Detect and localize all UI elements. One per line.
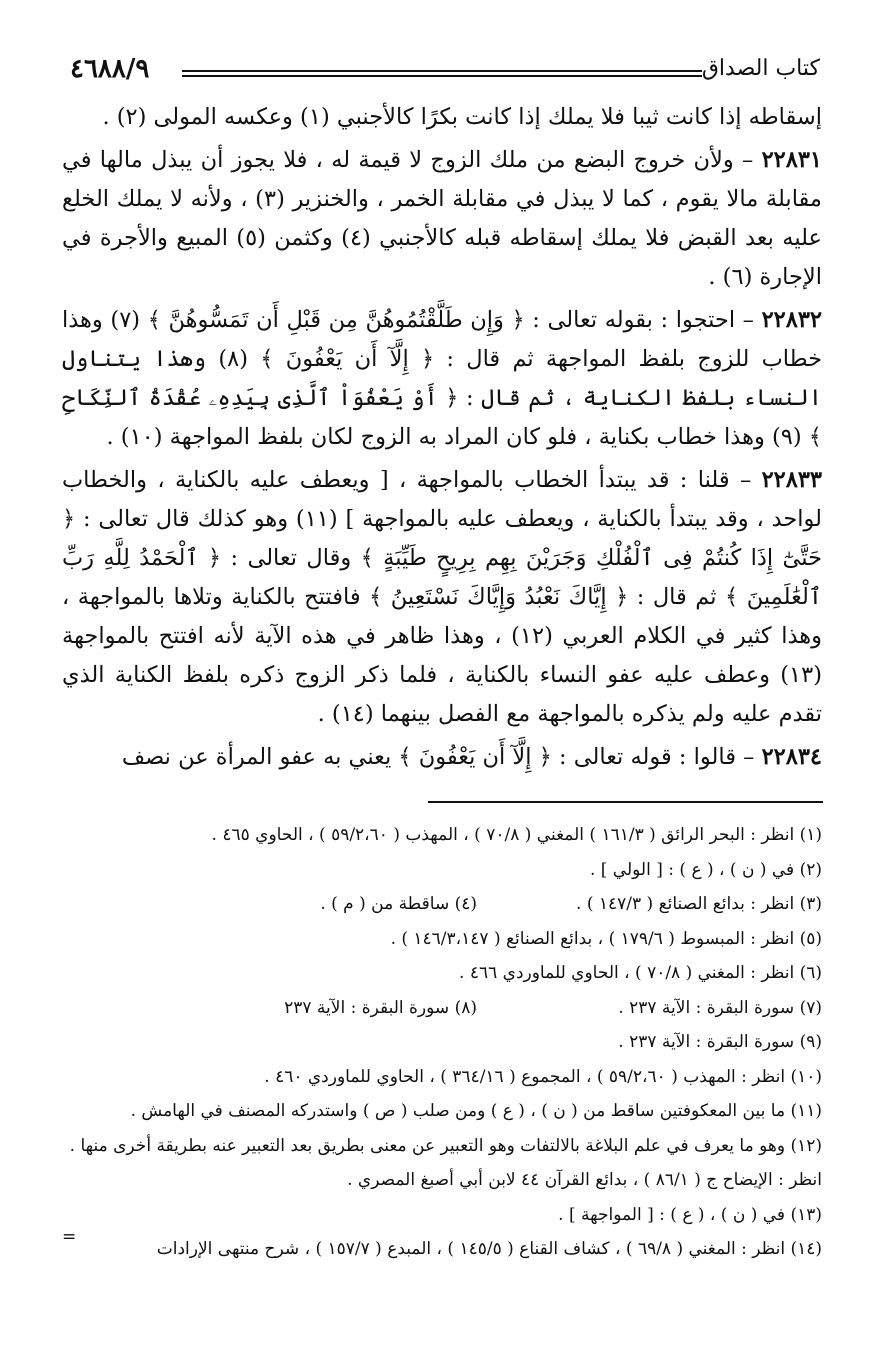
issue-number: ٢٢٨٣٤: [761, 744, 822, 770]
page-header: [60, 50, 820, 90]
footnote-1: (١) انظر : البحر الرائق ( ١٦١/٣ ) المغني ( ٧٠/٨ ) ، المهذب ( ٥٩/٢،٦٠ ) ، الحاوي ٤٦٥ .: [211, 825, 822, 845]
paragraph: [62, 738, 822, 777]
book-title: كتاب الصداق: [701, 56, 820, 81]
footnotes: [60, 818, 822, 1267]
paragraph-text: – احتجوا : بقوله تعالى : ﴿ وَإِن طَلَّقْتُمُوهُنَّ مِن قَبْلِ أَن تَمَسُّوهُنَّ ﴾ (٧) وهذا خطاب للزوج بلفظ المواجهة ثم قال : ﴿ إِلَّآ أَن يَعْفُونَ ﴾ (٨) وهذا يتناول النساء بلفظ الكناية ، ثم قال : ﴿ أَوْ يَعْفُوَاْ ٱلَّذِى بِيَدِهِۦ عُقْدَةُ ٱلنِّكَاحِ ﴾ (٩) وهذا خطاب بكناية ، فلو كان المراد به الزوج لكان بلفظ المواجهة (١٠) .: [62, 307, 822, 450]
paragraph-text: إسقاطه إذا كانت ثيبا فلا يملك إذا كانت بكرًا كالأجنبي (١) وعكسه المولى (٢) .: [102, 104, 822, 130]
issue-number: ٢٢٨٣٣: [761, 467, 822, 493]
issue-number: ٢٢٨٣١: [761, 147, 822, 173]
footnote-3: (٣) انظر : بدائع الصنائع ( ١٤٧/٣ ) .: [576, 894, 822, 914]
footnote-12-continued: انظر : الإيضاح ج ( ٨٦/١ ) ، بدائع القرآن ٤٤ لابن أبي أصبغ المصري .: [347, 1170, 822, 1190]
footnote-13: (١٣) في ( ن ) ، ( ع ) : [ المواجهة ] .: [558, 1204, 822, 1225]
footnote-4: (٤) ساقطة من ( م ) .: [320, 894, 477, 914]
footnote-7: (٧) سورة البقرة : الآية ٢٣٧ .: [618, 997, 822, 1018]
footnote-12: (١٢) وهو ما يعرف في علم البلاغة بالالتفات وهو التعبير عن معنى بطريق بعد التعبير عنه بطريقة أخرى منها .: [69, 1135, 822, 1156]
page-number: ٤٦٨٨/٩: [70, 54, 150, 84]
paragraph-text: – قالوا : قوله تعالى : ﴿ إِلَّآ أَن يَعْفُونَ ﴾ يعني به عفو المرأة عن نصف: [121, 744, 762, 770]
paragraph-text: – ولأن خروج البضع من ملك الزوج لا قيمة له ، فلا يجوز أن يبذل مالها في مقابلة مالا يقوم ، كما لا يبذل في مقابلة الخمر ، والخنزير (٣) ، ولأنه لا يملك الخلع عليه بعد القبض فلا يملك إسقاطه قبله كالأجنبي (٤) وكثمن (٥) المبيع والأجرة في الإجارة (٦) .: [62, 147, 822, 290]
paragraph: [62, 301, 822, 457]
footnote-2: (٢) في ( ن ) ، ( ع ) : [ الولي ] .: [589, 859, 822, 880]
continuation-mark: =: [62, 1227, 77, 1247]
main-text: [62, 98, 822, 781]
footnote-pair: [60, 991, 822, 1026]
footnote-pair: [60, 887, 822, 922]
header-rule: [182, 70, 702, 77]
footnote-10: (١٠) انظر : المهذب ( ٥٩/٢،٦٠ ) ، المجموع ( ٣٦٤/١٦ ) ، الحاوي للماوردي ٤٦٠ .: [264, 1066, 822, 1087]
footnote-9: (٩) سورة البقرة : الآية ٢٣٧ .: [618, 1032, 822, 1052]
footnote-5: (٥) انظر : المبسوط ( ١٧٩/٦ ) ، بدائع الصنائع ( ١٤٦/٣،١٤٧ ) .: [390, 928, 822, 949]
footnote-8: (٨) سورة البقرة : الآية ٢٣٧: [284, 997, 477, 1018]
footnote-6: (٦) انظر : المغني ( ٧٠/٨ ) ، الحاوي للماوردي ٤٦٦ .: [459, 963, 822, 983]
paragraph: [62, 461, 822, 734]
paragraph: [62, 141, 822, 297]
paragraph-text: – قلنا : قد يبتدأ الخطاب بالمواجهة ، [ ويعطف عليه بالكناية ، والخطاب لواحد ، وقد يبتدأ بالكناية ، ويعطف عليه بالمواجهة ] (١١) وهو كذلك قال تعالى : ﴿ حَتَّىٰٓ إِذَا كُنتُمْ فِى ٱلْفُلْكِ وَجَرَيْنَ بِهِم بِرِيحٍ طَيِّبَةٍ ﴾ وقال تعالى : ﴿ ٱلْحَمْدُ لِلَّهِ رَبِّ ٱلْعَٰلَمِينَ ﴾ ثم قال : ﴿ إِيَّاكَ نَعْبُدُ وَإِيَّاكَ نَسْتَعِينُ ﴾ فافتتح بالكناية وتلاها بالمواجهة ، وهذا كثير في الكلام العربي (١٢) ، وهذا ظاهر في هذه الآية لأنه افتتح بالمواجهة (١٣) وعطف عليه عفو النساء بالكناية ، فلما ذكر الزوج ذكره بلفظ الكناية الذي تقدم عليه ولم يذكره بالمواجهة مع الفصل بينهما (١٤) .: [62, 467, 822, 727]
issue-number: ٢٢٨٣٢: [761, 307, 822, 333]
footnote-11: (١١) ما بين المعكوفتين ساقط من ( ن ) ، ( ع ) ومن صلب ( ص ) واستدركه المصنف في الهامش .: [130, 1101, 822, 1121]
footnote-separator: [428, 801, 823, 803]
footnote-14: (١٤) انظر : المغني ( ٦٩/٨ ) ، كشاف القناع ( ١٤٥/٥ ) ، المبدع ( ١٥٧/٧ ) ، شرح منتهى الإرادات: [156, 1239, 822, 1259]
paragraph: [62, 98, 822, 137]
